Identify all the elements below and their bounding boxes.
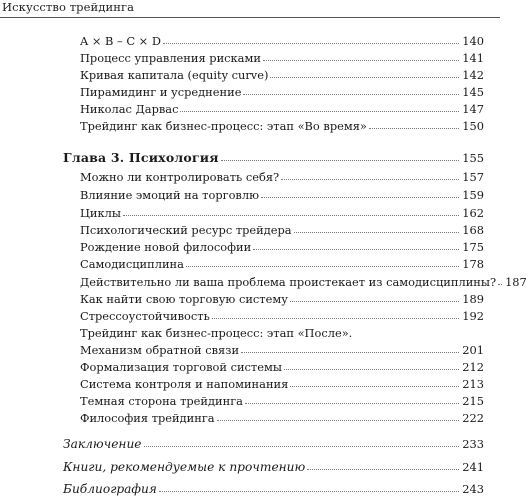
toc-entry [80,206,484,220]
toc-chapter-title: Глава 3. Психология [63,150,219,165]
dot-leader [163,43,459,44]
toc-entry-title: Циклы [80,206,121,220]
toc-top-level-entry [63,437,484,451]
toc-entry-page: 222 [462,411,484,425]
toc-entry-title: Библиография [63,482,157,496]
toc-entry-title: Темная сторона трейдинга [80,394,243,408]
dot-leader [290,386,459,387]
dot-leader [294,232,460,233]
dot-leader [144,446,460,447]
toc-entry-title: Книги, рекомендуемые к прочтению [63,460,306,474]
toc-entry-page: 157 [462,170,484,184]
toc-entry [80,240,484,254]
toc-entry-page: 178 [462,257,484,271]
toc-section-heading [80,326,372,340]
toc-entry-title: Как найти свою торговую систему [80,292,288,306]
dot-leader [290,301,459,302]
dot-leader [253,249,459,250]
toc-entry-title: Влияние эмоций на торговлю [80,188,260,202]
toc-entry-title: A × B – C × D [80,34,161,48]
dot-leader [281,179,459,180]
toc-entry-page: 155 [462,151,484,165]
toc-entry-page: 140 [462,34,484,48]
toc-entry [80,377,484,391]
toc-entry [80,223,484,237]
dot-leader [261,197,459,198]
dot-leader [307,469,459,470]
toc-entry-page: 175 [462,240,484,254]
toc-entry-title: Можно ли контролировать себя? [80,170,280,184]
toc-entry-title: Формализация торговой системы [80,360,282,374]
dot-leader [245,403,459,404]
dot-leader [212,318,459,319]
toc-entry-title: Рождение новой философии [80,240,252,254]
toc-entry-title: Механизм обратной связи [80,343,240,357]
toc-entry-page: 243 [462,482,484,496]
toc-entry-page: 147 [462,102,484,116]
dot-leader [180,111,459,112]
toc-entry-title: Пирамидинг и усреднение [80,85,242,99]
toc-top-level-entry [63,482,484,496]
toc-entry-page: 241 [462,460,484,474]
toc-entry [80,292,484,306]
toc-entry [80,119,484,133]
dot-leader [217,420,460,421]
dot-leader [369,128,459,129]
toc-entry-title: Стрессоустойчивость [80,309,210,323]
toc-entry [80,360,484,374]
toc-entry-title: Трейдинг как бизнес-процесс: этап «После». [80,326,353,340]
toc-entry-page: 168 [462,223,484,237]
toc-entry [80,51,484,65]
toc-top-level-entry [63,460,484,474]
toc-entry [80,257,484,271]
toc-entry-page: 162 [462,206,484,220]
toc-entry [80,309,484,323]
dot-leader [270,77,459,78]
toc-entry-page: 233 [462,437,484,451]
toc-entry [80,343,484,357]
toc-entry-page: 141 [462,51,484,65]
toc-entry-title: Кривая капитала (equity curve) [80,68,269,82]
toc-entry-title: Заключение [63,437,142,451]
dot-leader [186,266,459,267]
toc-entry [80,34,484,48]
toc-entry [80,85,484,99]
dot-leader [123,215,459,216]
toc-entry [80,68,484,82]
dot-leader [241,352,459,353]
toc-entry [80,188,484,202]
toc-entry-title: Психологический ресурс трейдера [80,223,292,237]
dot-leader [221,160,460,161]
running-head: Искусство трейдинга [2,0,135,14]
toc-entry-page: 192 [462,309,484,323]
toc-entry-title: Философия трейдинга [80,411,215,425]
dot-leader [159,491,459,492]
toc-entry [80,411,484,425]
toc-entry-title: Действительно ли ваша проблема проистекает из самодисциплины? [80,275,497,289]
toc-entry-page: 187 [505,275,527,289]
toc-entry-page: 201 [462,343,484,357]
toc-entry-page: 159 [462,188,484,202]
dot-leader [284,369,459,370]
toc-entry-page: 189 [462,292,484,306]
toc-entry-page: 142 [462,68,484,82]
toc-entry-title: Самодисциплина [80,257,184,271]
toc-chapter-heading [63,151,484,165]
toc-entry [80,394,484,408]
dot-leader [243,94,459,95]
toc-entry-title: Трейдинг как бизнес-процесс: этап «Во время» [80,119,367,133]
toc-entry [80,102,484,116]
toc-entry-title: Процесс управления рисками [80,51,261,65]
toc-entry [80,275,527,289]
toc-entry-page: 213 [462,377,484,391]
toc-entry-title: Николас Дарвас [80,102,179,116]
toc-entry-page: 212 [462,360,484,374]
dot-leader [263,60,459,61]
toc-entry-page: 145 [462,85,484,99]
dot-leader [498,284,502,285]
toc-entry-page: 215 [462,394,484,408]
toc-entry-page: 150 [462,119,484,133]
toc-entry-title: Система контроля и напоминания [80,377,289,391]
toc-entry [80,170,484,184]
